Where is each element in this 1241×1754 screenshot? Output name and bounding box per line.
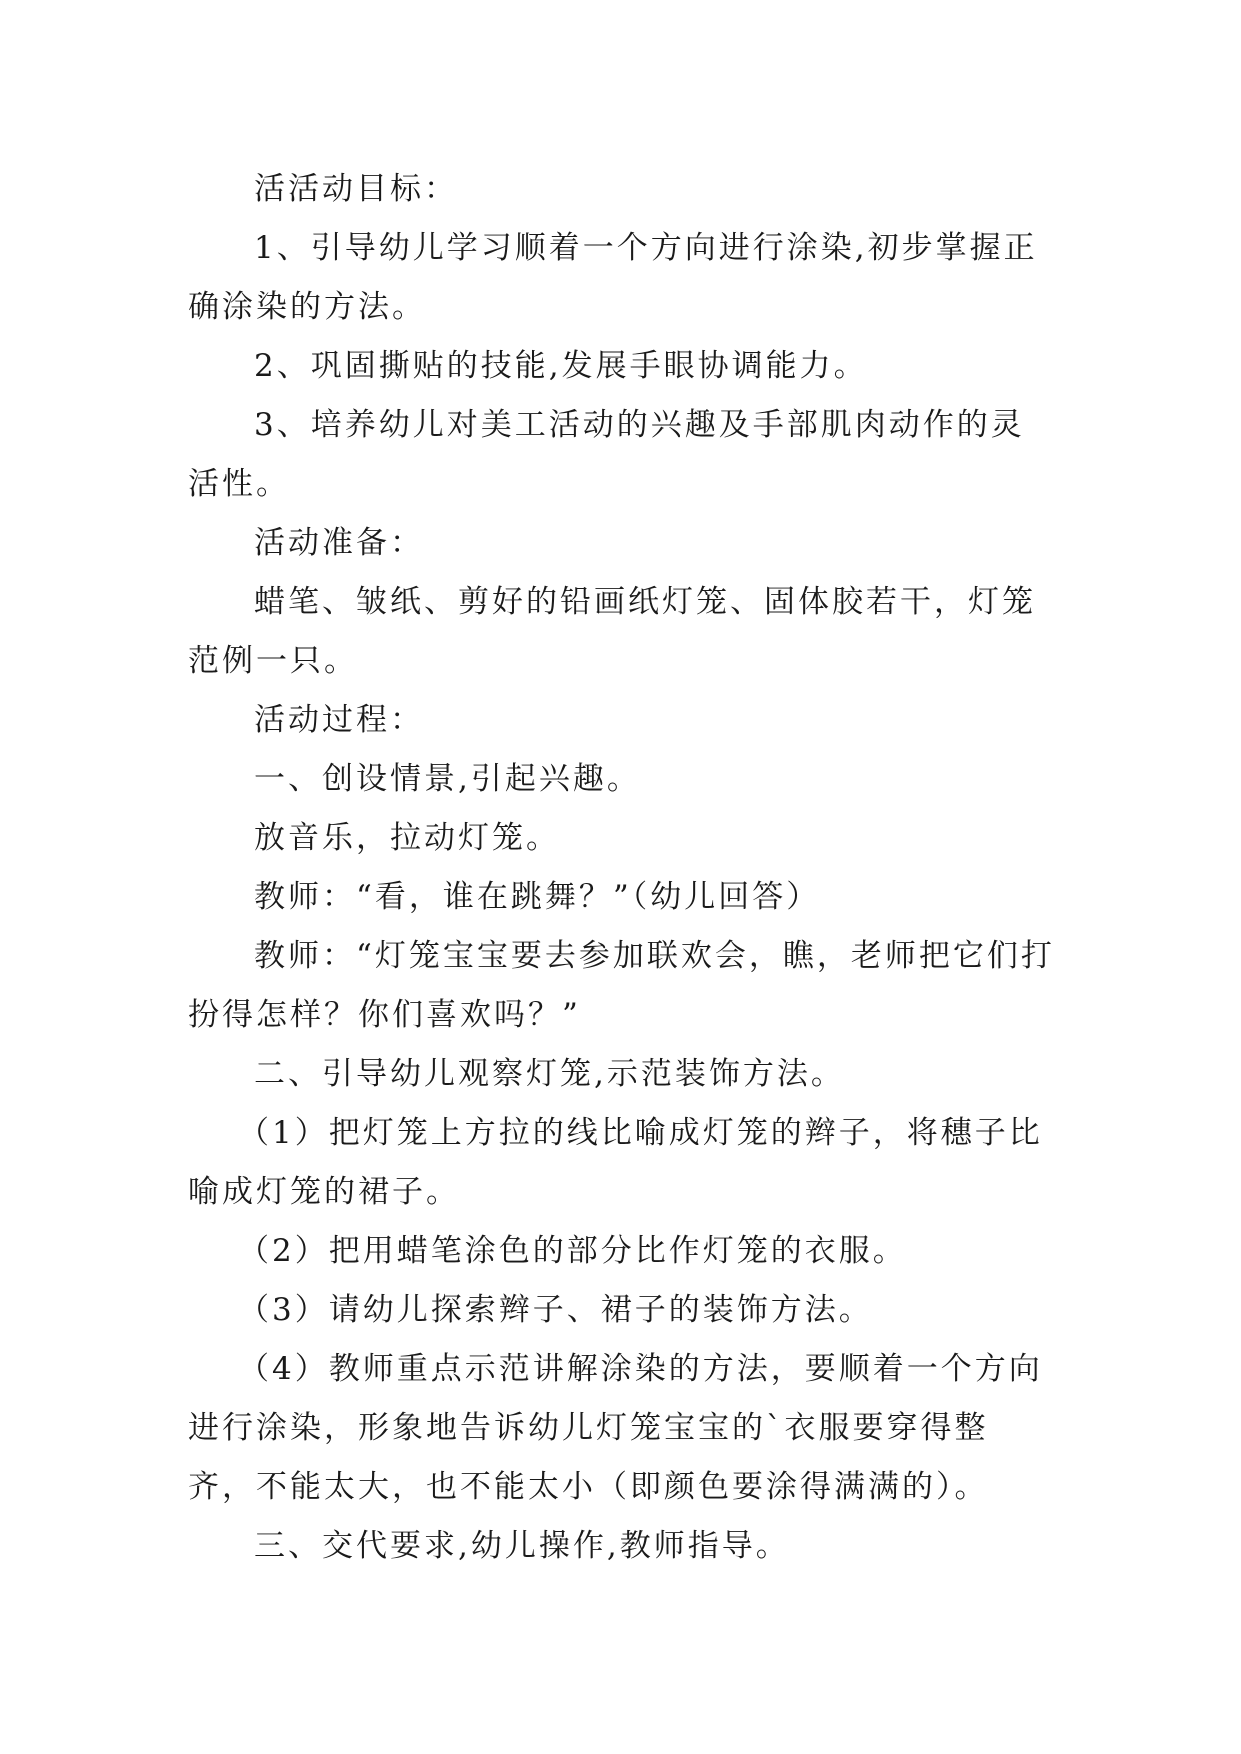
process-paragraph: 放音乐，拉动灯笼。	[254, 820, 560, 856]
heading-activity-goals: 活活动目标：	[254, 171, 458, 207]
process-paragraph: 教师：“灯笼宝宝要去参加联欢会，瞧，老师把它们打扮得怎样？你们喜欢吗？”	[188, 938, 1055, 1033]
process-paragraph: 教师：“看，谁在跳舞？”（幼儿回答）	[254, 879, 821, 915]
document-body	[188, 160, 1056, 1576]
process-step-2-title: 二、引导幼儿观察灯笼,示范装饰方法。	[254, 1056, 845, 1092]
process-substep-1: （1）把灯笼上方拉的线比喻成灯笼的辫子，将穗子比喻成灯笼的裙子。	[188, 1115, 1043, 1210]
process-substep-2: （2）把用蜡笔涂色的部分比作灯笼的衣服。	[238, 1233, 907, 1269]
process-substep-3: （3）请幼儿探索辫子、裙子的装饰方法。	[238, 1292, 873, 1328]
process-step-3-title: 三、交代要求,幼儿操作,教师指导。	[254, 1528, 790, 1564]
preparation-materials: 蜡笔、皱纸、剪好的铅画纸灯笼、固体胶若干，灯笼范例一只。	[188, 584, 1036, 679]
goal-item-1: 1、引导幼儿学习顺着一个方向进行涂染,初步掌握正确涂染的方法。	[188, 230, 1038, 325]
goal-item-2: 2、巩固撕贴的技能,发展手眼协调能力。	[254, 348, 868, 384]
process-substep-4: （4）教师重点示范讲解涂染的方法，要顺着一个方向进行涂染，形象地告诉幼儿灯笼宝宝的`衣服要穿得整齐，不能太大，也不能太小（即颜色要涂得满满的）。	[188, 1351, 1043, 1505]
heading-activity-preparation: 活动准备：	[254, 525, 424, 561]
heading-activity-process: 活动过程：	[254, 702, 424, 738]
process-step-1-title: 一、创设情景,引起兴趣。	[254, 761, 641, 797]
goal-item-3: 3、培养幼儿对美工活动的兴趣及手部肌肉动作的灵活性。	[188, 407, 1025, 502]
